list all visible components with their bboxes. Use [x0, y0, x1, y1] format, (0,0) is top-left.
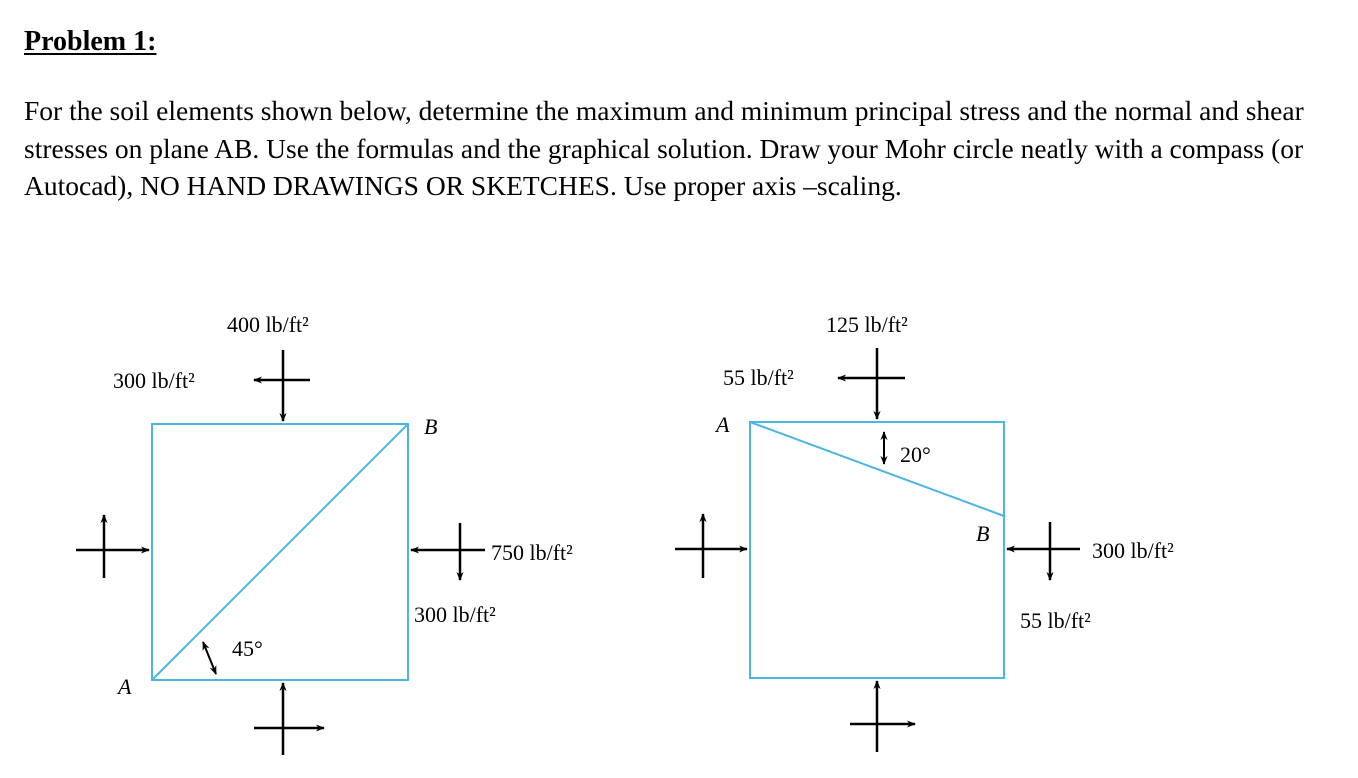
element-2-top-normal-label: 125 lb/ft² — [826, 312, 908, 337]
element-1-top-stress-icon — [254, 350, 310, 421]
element-1-top-shear-label: 300 lb/ft² — [113, 368, 195, 393]
soil-element-2 — [675, 312, 1174, 752]
element-1-bottom-stress-icon — [254, 683, 324, 755]
element-2-left-stress-icon — [675, 514, 747, 578]
element-2-right-normal-label: 300 lb/ft² — [1092, 538, 1174, 563]
element-2-point-b-label: B — [976, 521, 990, 546]
element-2-right-stress-icon — [1007, 522, 1080, 580]
element-2-top-stress-icon — [838, 348, 905, 419]
soil-element-1 — [76, 312, 573, 755]
element-1-point-b-label: B — [424, 414, 438, 439]
element-1-right-normal-label: 750 lb/ft² — [491, 540, 573, 565]
element-1-angle-label: 45° — [232, 636, 263, 661]
soil-elements-figure — [0, 290, 1358, 778]
element-1-plane-ab — [152, 424, 408, 680]
element-2-point-a-label: A — [716, 412, 730, 437]
element-2-right-shear-label: 55 lb/ft² — [1020, 608, 1091, 633]
element-1-top-normal-label: 400 lb/ft² — [227, 312, 309, 337]
element-2-plane-ab — [750, 422, 1004, 516]
element-1-right-shear-label: 300 lb/ft² — [414, 602, 496, 627]
problem-heading: Problem 1: — [24, 26, 157, 57]
element-1-right-stress-icon — [411, 523, 485, 580]
element-2-outline — [750, 422, 1004, 678]
element-1-angle-arrow-icon — [203, 642, 216, 674]
element-1-point-a-label: A — [118, 674, 132, 699]
problem-statement: For the soil elements shown below, determine the maximum and minimum principal stress and the normal and shear stresses on plane AB. Use the formulas and the graphical solution. Draw your Mohr circle neatly with a compass (or Autocad), NO HAND DRAWINGS OR SKETCHES. Use proper axis –scaling. — [24, 95, 1304, 201]
element-2-top-shear-label: 55 lb/ft² — [723, 365, 794, 390]
element-2-angle-label: 20° — [900, 442, 931, 467]
element-2-bottom-stress-icon — [850, 681, 915, 752]
element-1-left-stress-icon — [76, 515, 149, 578]
